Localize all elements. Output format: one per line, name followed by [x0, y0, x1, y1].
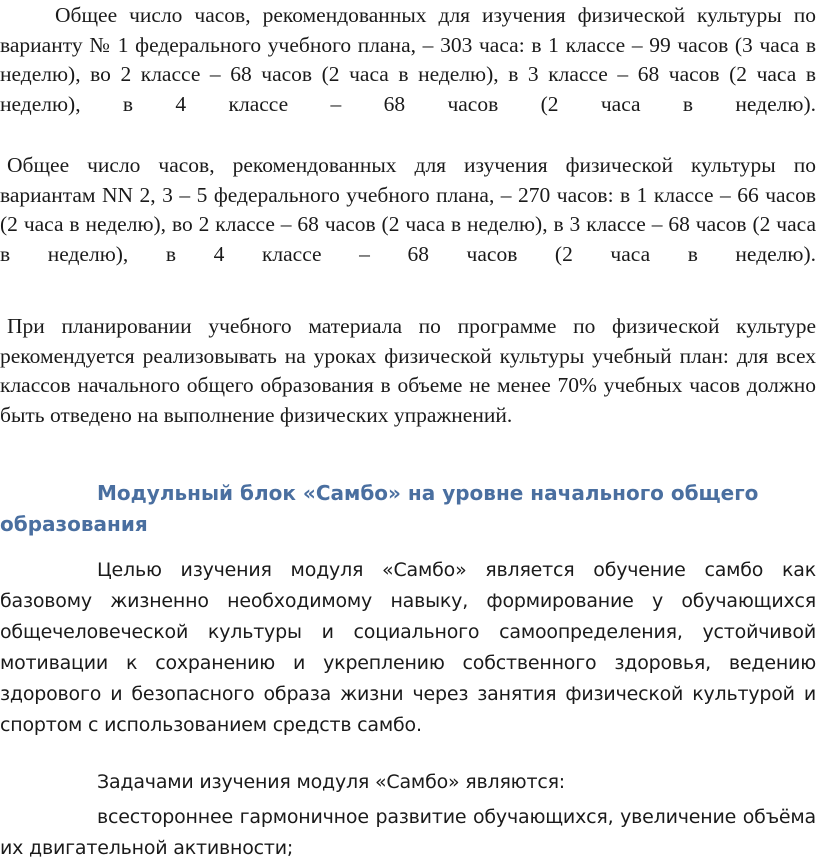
paragraph-text: Общее число часов, рекомендованных для изучения физической культуры по варианту № 1 федерального учебного плана, – 303 часа: в 1 классе – 99 часов (3 часа в неделю), во 2 классе – 68 часов (2 часа в неделю), в 3 классе – 68 часов (2 часа в неделю), в 4 классе – 68 часов (2 часа в неделю). [0, 3, 816, 117]
module-heading [0, 478, 816, 540]
module-task-1 [0, 802, 816, 864]
paragraph-text: При планировании учебного материала по программе по физической культуре рекомендуется реализовывать на уроках физической культуры учебный план: для всех классов начального общего образования в объеме не менее 70% учебных часов должно быть отведено на выполнение физических упражнений. [0, 314, 816, 428]
paragraph-text: Целью изучения модуля «Самбо» является обучение самбо как базовому жизненно необходимому навыку, формирование у обучающихся общечеловеческой культуры и социального самоопределения, устойчивой мотивации к сохранению и укреплению собственного здоровья, ведению здорового и безопасного образа жизни через занятия физической культурой и спортом с использованием средств самбо. [0, 559, 816, 736]
paragraph-planning [0, 312, 816, 431]
heading-line-1: Модульный блок «Самбо» на уровне начального общего [97, 481, 759, 505]
module-goal-paragraph [0, 555, 816, 741]
paragraph-hours-variant-1 [0, 1, 816, 120]
paragraph-text: всестороннее гармоничное развитие обучающихся, увеличение объёма их двигательной активности; [0, 806, 816, 859]
paragraph-hours-variants-2-5 [0, 151, 816, 270]
section-heading [0, 478, 816, 540]
paragraph-text: Общее число часов, рекомендованных для изучения физической культуры по вариантам NN 2, 3 – 5 федерального учебного плана, – 270 часов: в 1 классе – 66 часов (2 часа в неделю), во 2 классе – 68 часов (2 часа в неделю), в 3 классе – 68 часов (2 часа в неделю), в 4 классе – 68 часов (2 часа в неделю). [0, 153, 816, 267]
module-tasks-intro [0, 767, 816, 798]
paragraph-text: Задачами изучения модуля «Самбо» являются: [97, 771, 566, 793]
heading-line-2: образования [0, 512, 148, 536]
